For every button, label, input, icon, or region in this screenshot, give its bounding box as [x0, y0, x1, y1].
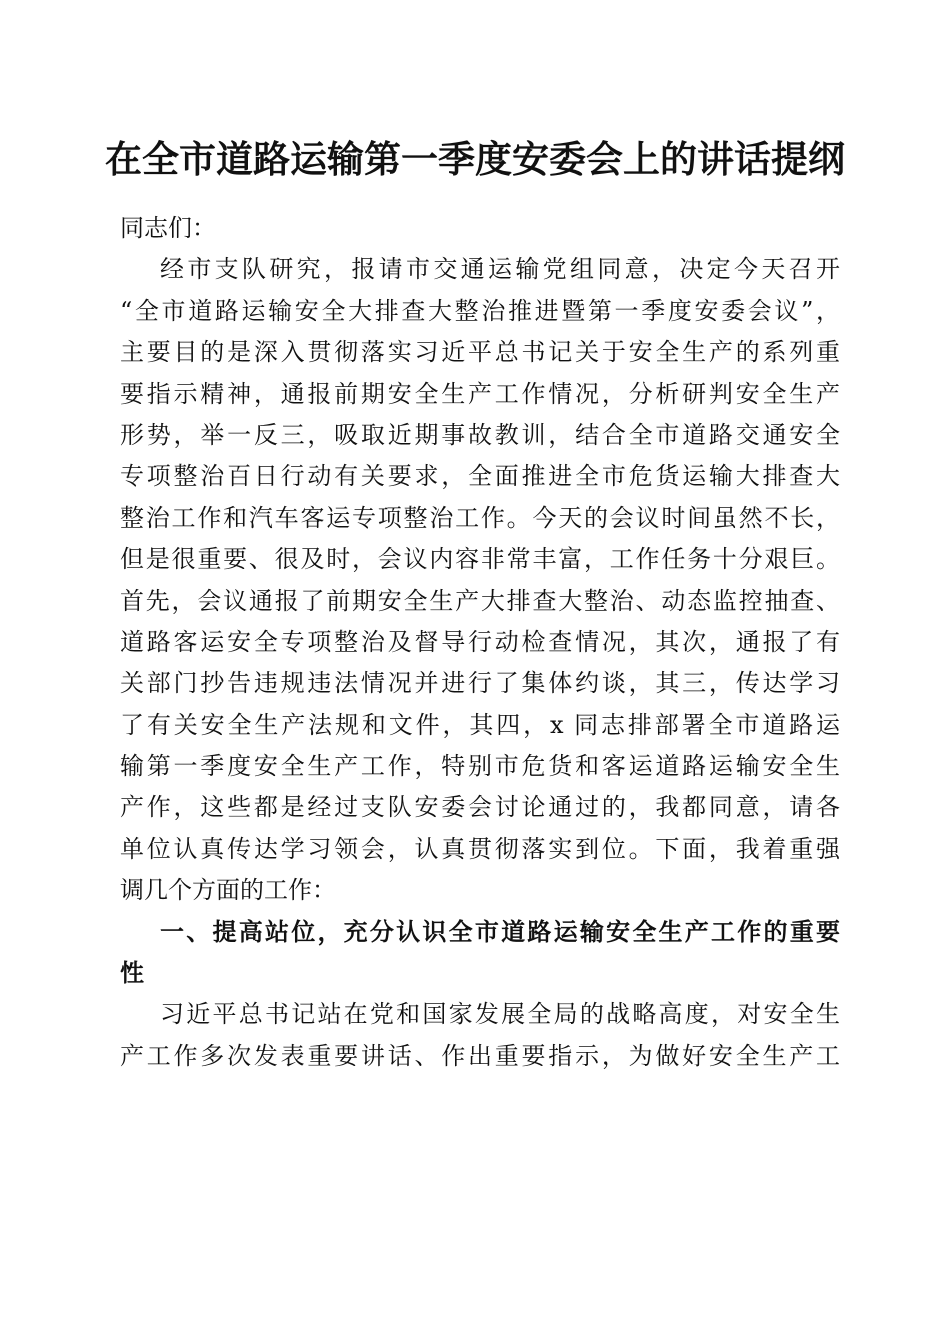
- paragraph-line: 单位认真传达学习领会，认真贯彻落实到位。下面，我着重强: [120, 834, 840, 863]
- paragraph-line: 形势，举一反三，吸取近期事故教训，结合全市道路交通安全: [120, 420, 840, 449]
- paragraph-line: 但是很重要、很及时，会议内容非常丰富，工作任务十分艰巨。: [120, 545, 840, 574]
- document-body: [120, 208, 840, 1077]
- paragraph-line: 专项整治百日行动有关要求，全面推进全市危货运输大排查大: [120, 462, 840, 491]
- salutation: 同志们：: [120, 214, 216, 242]
- section-heading: 一、提高站位，充分认识全市道路运输安全生产工作的重要: [160, 917, 840, 946]
- paragraph-line: 首先，会议通报了前期安全生产大排查大整治、动态监控抽查、: [120, 586, 840, 615]
- paragraph-line: 产工作多次发表重要讲话、作出重要指示，为做好安全生产工: [120, 1041, 840, 1070]
- paragraph-line: 关部门抄告违规违法情况并进行了集体约谈，其三，传达学习: [120, 669, 840, 698]
- paragraph-line: 主要目的是深入贯彻落实习近平总书记关于安全生产的系列重: [120, 338, 840, 367]
- paragraph-line: 调几个方面的工作：: [120, 876, 336, 905]
- paragraph-line: 习近平总书记站在党和国家发展全局的战略高度，对安全生: [160, 1000, 840, 1029]
- paragraph-line: 要指示精神，通报前期安全生产工作情况，分析研判安全生产: [120, 379, 840, 408]
- paragraph-line: 道路客运安全专项整治及督导行动检查情况，其次，通报了有: [120, 627, 840, 656]
- document-title: 在全市道路运输第一季度安委会上的讲话提纲: [105, 137, 845, 181]
- paragraph-line: 经市支队研究，报请市交通运输党组同意，决定今天召开: [160, 255, 840, 284]
- paragraph-line: 产作，这些都是经过支队安委会讨论通过的，我都同意，请各: [120, 793, 840, 822]
- paragraph-line: 输第一季度安全生产工作，特别市危货和客运道路运输安全生: [120, 752, 840, 781]
- paragraph-line: 整治工作和汽车客运专项整治工作。今天的会议时间虽然不长，: [120, 503, 840, 532]
- paragraph-line: 了有关安全生产法规和文件，其四，x 同志排部署全市道路运: [120, 710, 840, 739]
- section-heading: 性: [120, 959, 144, 988]
- paragraph-line: “全市道路运输安全大排查大整治推进暨第一季度安委会议”，: [120, 296, 840, 325]
